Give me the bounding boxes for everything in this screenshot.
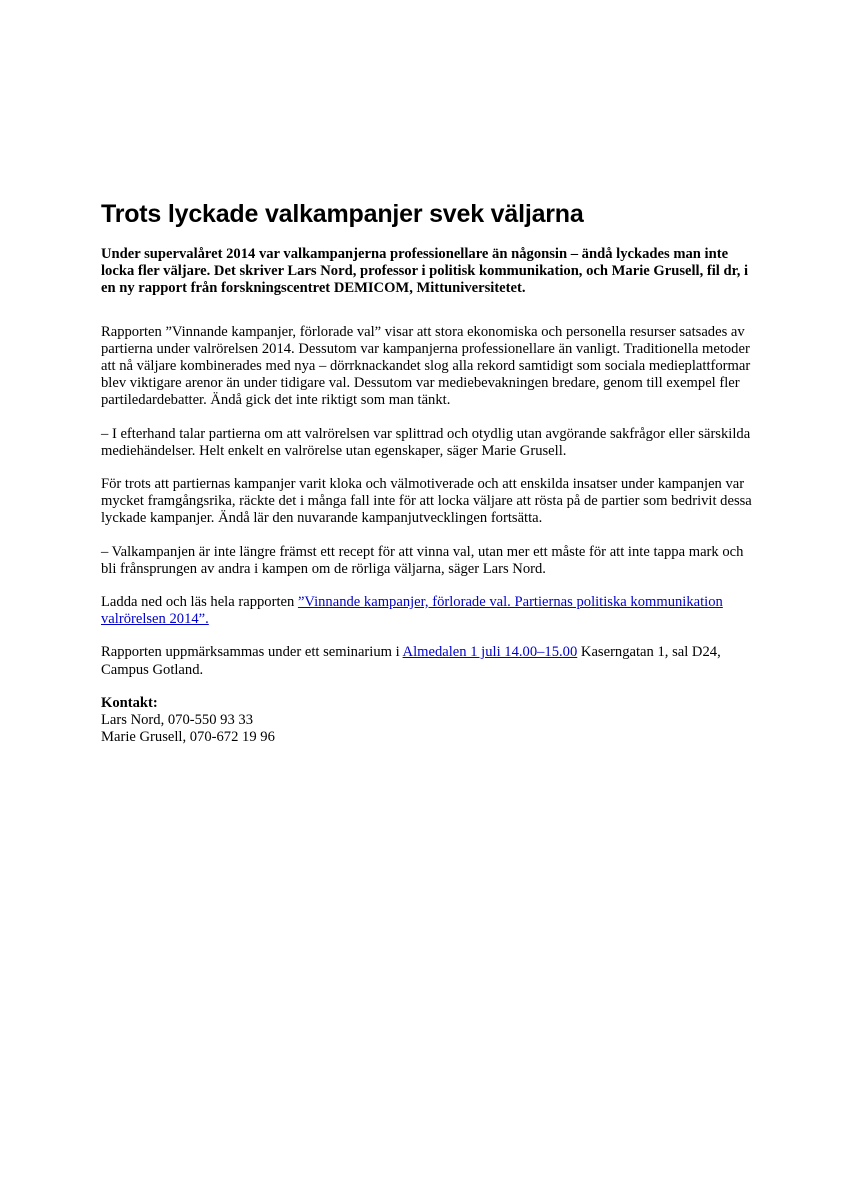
report-link[interactable]: ”Vinnande kampanjer, förlorade val. Partiernas politiska kommunikation valrörelsen 2014”.: [101, 594, 723, 628]
seminar-prefix: Rapporten uppmärksammas under ett seminarium i: [101, 644, 403, 661]
seminar-suffix: Kaserngatan 1, sal D24, Campus Gotland.: [101, 644, 721, 678]
press-release: [101, 198, 761, 762]
contact-line-lars-nord: Lars Nord, 070-550 93 33: [101, 712, 253, 729]
contact-heading: Kontakt:: [101, 694, 158, 711]
lead-paragraph: Under supervalåret 2014 var valkampanjerna professionellare än någonsin – ändå lyckades man inte locka fler väljare. Det skriver Lars Nord, professor i politisk kommunikation, och Marie Grusell, fil dr, i en ny rapport från forskningscentret DEMICOM, Mittuniversitetet.: [101, 246, 749, 297]
seminar-paragraph: [101, 644, 761, 678]
download-paragraph: [101, 594, 761, 628]
page-title: Trots lyckade valkampanjer svek väljarna: [101, 200, 584, 228]
body-paragraph-4: – Valkampanjen är inte längre främst ett recept för att vinna val, utan mer ett måste för att inte tappa mark och bli frånsprungen av andra i kampen om de rörliga väljarna, säger Lars Nord.: [101, 543, 744, 577]
body-paragraph-3: För trots att partiernas kampanjer varit kloka och välmotiverade och att enskilda insatser under kampanjen var mycket framgångsrika, räckte det i många fall inte för att locka väljare att rösta på de partier som bedrivit dessa lyckade kampanjer. Ändå lär den nuvarande kampanjutvecklingen fortsätta.: [101, 476, 752, 527]
body-paragraph-2: – I efterhand talar partierna om att valrörelsen var splittrad och otydlig utan avgörande sakfrågor eller särskilda mediehändelser. Helt enkelt en valrörelse utan egenskaper, säger Marie Grusell.: [101, 425, 751, 459]
contact-line-marie-grusell: Marie Grusell, 070-672 19 96: [101, 729, 275, 746]
body-paragraph-1: Rapporten ”Vinnande kampanjer, förlorade val” visar att stora ekonomiska och personella resurser satsades av partierna under valrörelsen 2014. Dessutom var kampanjerna professionellare än vanligt. Traditionella metoder att nå väljare kombinerades med nya – dörrknackandet slog alla rekord samtidigt som sociala medieplattformar blev viktigare arenor än under tidigare val. Dessutom var mediebevakningen bredare, genom till exempel fler partiledardebatter. Ändå gick det inte riktigt som man tänkt.: [101, 323, 751, 409]
download-prefix: Ladda ned och läs hela rapporten: [101, 594, 298, 611]
almedalen-link[interactable]: Almedalen 1 juli 14.00–15.00: [402, 644, 578, 661]
contact-block: [101, 695, 761, 747]
